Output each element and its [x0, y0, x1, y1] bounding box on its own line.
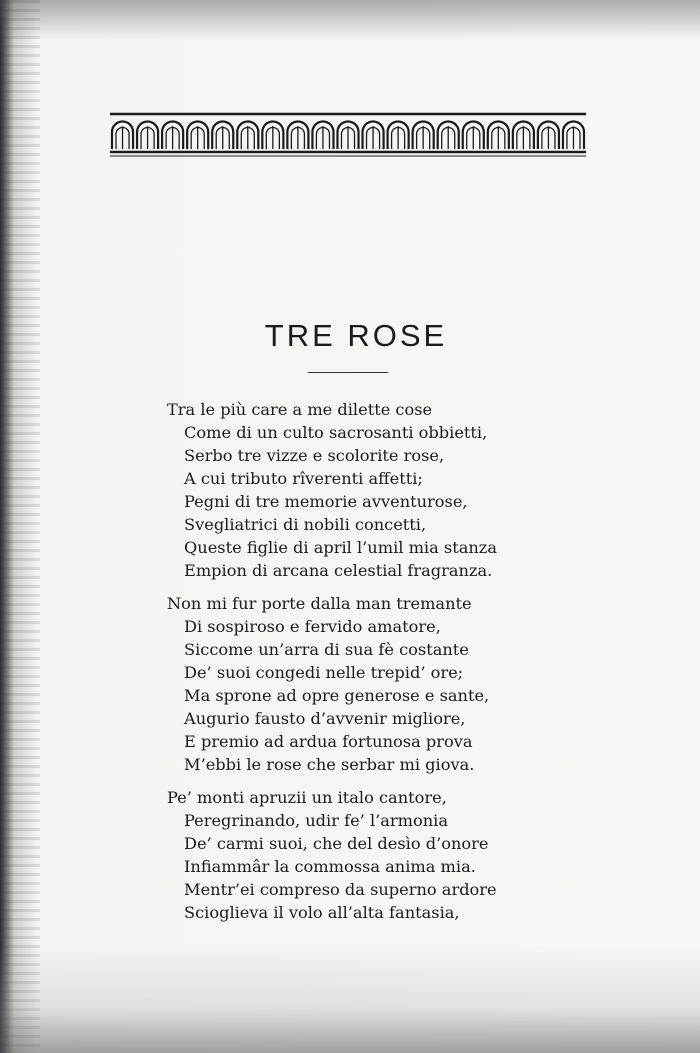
poem-line: Pegni di tre memorie avventurose,	[184, 492, 468, 511]
stanza-1	[167, 398, 547, 582]
page-wear-top	[0, 0, 700, 40]
poem-line: Augurio fausto d’avvenir migliore,	[184, 709, 466, 728]
stanza-2	[167, 592, 547, 776]
poem-line: Scioglieva il volo all’alta fantasia,	[184, 903, 460, 922]
ornament-inner-arch	[116, 126, 129, 149]
poem-line: De’ carmi suoi, che del desìo d’onore	[184, 834, 489, 853]
ornament-inner-arch	[141, 126, 154, 149]
poem-line: Svegliatrici di nobili concetti,	[184, 515, 427, 534]
ornament-inner-arch	[492, 126, 505, 149]
page-wear-bottom	[0, 943, 700, 1053]
poem-line: Ma sprone ad opre generose e sante,	[184, 686, 490, 705]
ornament-inner-arch	[367, 126, 380, 149]
decorative-header-ornament	[110, 112, 586, 158]
poem-line: Mentr’ei compreso da superno ardore	[184, 880, 497, 899]
poem-line: Serbo tre vizze e scolorite rose,	[184, 446, 445, 465]
title-divider	[308, 372, 388, 373]
poem-line: Tra le più care a me dilette cose	[167, 400, 433, 419]
poem-line: Non mi fur porte dalla man tremante	[167, 594, 472, 613]
ornament-inner-arch	[442, 126, 455, 149]
ornament-inner-arch	[517, 126, 530, 149]
ornament-inner-arch	[166, 126, 179, 149]
poem-line: E premio ad ardua fortunosa prova	[184, 732, 473, 751]
stanza-3	[167, 786, 547, 924]
poem-line: M’ebbi le rose che serbar mi giova.	[184, 755, 475, 774]
poem-line: A cui tributo rîverenti affetti;	[184, 469, 423, 488]
ornament-inner-arch	[392, 126, 405, 149]
poem-line: Pe’ monti apruzii un italo cantore,	[167, 788, 447, 807]
poem-title: TRE ROSE	[264, 318, 448, 353]
ornament-inner-arch	[291, 126, 304, 149]
poem-line: Empion di arcana celestial fragranza.	[184, 561, 493, 580]
poem-line: Siccome un’arra di sua fè costante	[184, 640, 469, 659]
ornament-inner-arch	[316, 126, 329, 149]
poem-body	[167, 398, 547, 934]
poem-line: Queste figlie di april l’umil mia stanza	[184, 538, 497, 557]
ornament-inner-arch	[417, 126, 430, 149]
ornament-inner-arch	[341, 126, 354, 149]
ornament-inner-arch	[567, 126, 580, 149]
poem-line: De’ suoi congedi nelle trepid’ ore;	[184, 663, 464, 682]
ornament-inner-arch	[216, 126, 229, 149]
ornament-inner-arch	[191, 126, 204, 149]
poem-line: Di sospiroso e fervido amatore,	[184, 617, 441, 636]
page-binding-shadow	[0, 0, 40, 1053]
poem-line: Come di un culto sacrosanti obbietti,	[184, 423, 488, 442]
poem-line: Peregrinando, udir fe’ l’armonia	[184, 811, 449, 830]
ornament-inner-arch	[241, 126, 254, 149]
ornament-inner-arch	[542, 126, 555, 149]
ornament-inner-arch	[467, 126, 480, 149]
poem-line: Infiammâr la commossa anima mia.	[184, 857, 476, 876]
ornament-inner-arch	[266, 126, 279, 149]
